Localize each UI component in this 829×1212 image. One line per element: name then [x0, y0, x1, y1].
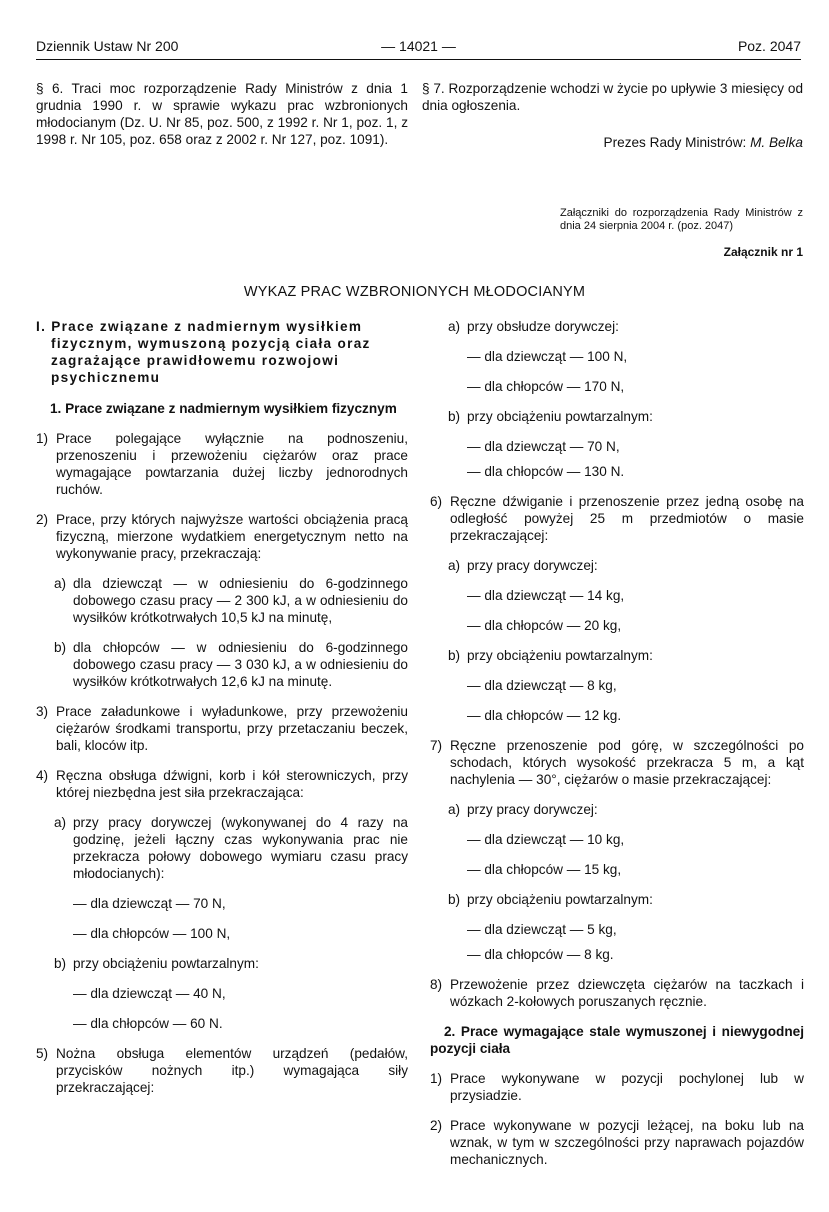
list-item: 5) Nożna obsługa elementów urządzeń (pedałów, przycisków nożnych itp.) wymagająca siły przekraczającej:	[36, 1046, 408, 1095]
limit-line: — dla chłopców — 12 kg.	[467, 708, 622, 723]
list-subitem: a) przy pracy dorywczej:	[448, 802, 598, 817]
signer-role: Prezes Rady Ministrów:	[603, 135, 747, 150]
page-number: — 14021 —	[381, 38, 456, 54]
annex-label: Załącznik nr 1	[723, 245, 803, 259]
signature	[422, 134, 803, 151]
limit-line: — dla chłopców — 20 kg,	[467, 618, 622, 633]
limit-line: — dla chłopców — 170 N,	[467, 379, 625, 394]
limit-line: — dla dziewcząt — 8 kg,	[467, 678, 617, 693]
list-item: 1) Prace polegające wyłącznie na podnoszeniu, przenoszeniu i przewożeniu ciężarów oraz prace wymagające powtarzania dużej liczby jednorodnych ruchów.	[36, 431, 408, 497]
list-subitem: b) przy obciążeniu powtarzalnym:	[54, 956, 259, 971]
limit-line: — dla chłopców — 130 N.	[467, 464, 625, 479]
list-item: 1) Prace wykonywane w pozycji pochylonej lub w przysiadzie.	[430, 1071, 804, 1103]
signer-name: M. Belka	[750, 135, 803, 150]
annex-note: Załączniki do rozporządzenia Rady Ministrów z dnia 24 sierpnia 2004 r. (poz. 2047)	[560, 207, 803, 232]
list-subitem: a) przy pracy dorywczej:	[448, 558, 598, 573]
list-item: 2) Prace, przy których najwyższe wartości obciążenia pracą fizyczną, mierzone wydatkiem energetycznym netto na wykonywanie pracy, przekraczają:	[36, 512, 408, 561]
subsection-2-heading: 2. Prace wymagające stale wymuszonej i niewygodnej pozycji ciała	[430, 1024, 804, 1056]
left-column	[36, 318, 408, 1109]
list-item: 2) Prace wykonywane w pozycji leżącej, na boku lub na wznak, w tym w szczególności przy naprawach pojazdów mechanicznych.	[430, 1118, 804, 1167]
list-subitem: a) przy pracy dorywczej (wykonywanej do 4 razy na godzinę, jeżeli łączny czas wykonywania prac nie przekracza połowy dobowego wymiaru czasu pracy młodocianych):	[54, 815, 408, 881]
limit-line: — dla chłopców — 15 kg,	[467, 862, 622, 877]
list-subitem: b) dla chłopców — w odniesieniu do 6-godzinnego dobowego czasu pracy — 3 030 kJ, a w odniesieniu do wysiłków krótkotrwałych 12,6 kJ na minutę.	[54, 640, 408, 689]
list-item: 4) Ręczna obsługa dźwigni, korb i kół sterowniczych, przy której niezbędna jest siła przekraczająca:	[36, 768, 408, 800]
limit-line: — dla dziewcząt — 14 kg,	[467, 588, 625, 603]
list-item: 8) Przewożenie przez dziewczęta ciężarów na taczkach i wózkach 2-kołowych poruszanych ręcznie.	[430, 977, 804, 1009]
limit-line: — dla dziewcząt — 10 kg,	[467, 832, 625, 847]
limit-line: — dla dziewcząt — 70 N,	[73, 896, 226, 911]
paragraph-7	[422, 80, 803, 151]
header-rule	[36, 59, 801, 60]
list-subitem: a) dla dziewcząt — w odniesieniu do 6-godzinnego dobowego czasu pracy — 2 300 kJ, a w odniesieniu do wysiłków krótkotrwałych 10,5 kJ na minutę,	[54, 576, 408, 625]
list-subitem: b) przy obciążeniu powtarzalnym:	[448, 648, 653, 663]
paragraph-7-text: § 7. Rozporządzenie wchodzi w życie po upływie 3 miesięcy od dnia ogłoszenia.	[422, 81, 803, 113]
limit-line: — dla chłopców — 100 N,	[73, 926, 231, 941]
list-item: 3) Prace załadunkowe i wyładunkowe, przy przewożeniu ciężarów środkami transportu, przy przetaczaniu beczek, bali, kloców itp.	[36, 704, 408, 753]
list-item: 7) Ręczne przenoszenie pod górę, w szczególności po schodach, których wysokość przekracza 5 m, a kąt nachylenia — 30°, ciężarów o masie przekraczającej:	[430, 738, 804, 787]
section-heading: I. Prace związane z nadmiernym wysiłkiem fizycznym, wymuszoną pozycją ciała oraz zagrażające prawidłowemu rozwojowi psychicznemu	[36, 319, 371, 385]
right-column	[430, 318, 804, 1181]
paragraph-6-text: § 6. Traci moc rozporządzenie Rady Ministrów z dnia 1 grudnia 1990 r. w sprawie wykazu prac wzbronionych młodocianym (Dz. U. Nr 85, poz. 500, z 1992 r. Nr 1, poz. 1, z 1998 r. Nr 105, poz. 658 oraz z 2002 r. Nr 127, poz. 1091).	[36, 81, 408, 147]
limit-line: — dla chłopców — 60 N.	[73, 1016, 223, 1031]
list-subitem: a) przy obsłudze dorywczej:	[448, 319, 619, 334]
limit-line: — dla chłopców — 8 kg.	[467, 947, 614, 962]
list-subitem: b) przy obciążeniu powtarzalnym:	[448, 409, 653, 424]
paragraph-6	[36, 80, 408, 148]
journal-title: Dziennik Ustaw Nr 200	[36, 38, 179, 54]
list-subitem: b) przy obciążeniu powtarzalnym:	[448, 892, 653, 907]
limit-line: — dla dziewcząt — 70 N,	[467, 439, 620, 454]
position-number: Poz. 2047	[737, 38, 801, 54]
limit-line: — dla dziewcząt — 40 N,	[73, 986, 226, 1001]
subsection-1-heading: 1. Prace związane z nadmiernym wysiłkiem fizycznym	[50, 401, 397, 416]
page-header	[36, 38, 801, 56]
limit-line: — dla dziewcząt — 5 kg,	[467, 922, 617, 937]
limit-line: — dla dziewcząt — 100 N,	[467, 349, 628, 364]
list-title: WYKAZ PRAC WZBRONIONYCH MŁODOCIANYM	[243, 284, 586, 300]
list-item: 6) Ręczne dźwiganie i przenoszenie przez jedną osobę na odległość powyżej 25 m przedmiotów o masie przekraczającej:	[430, 494, 804, 543]
